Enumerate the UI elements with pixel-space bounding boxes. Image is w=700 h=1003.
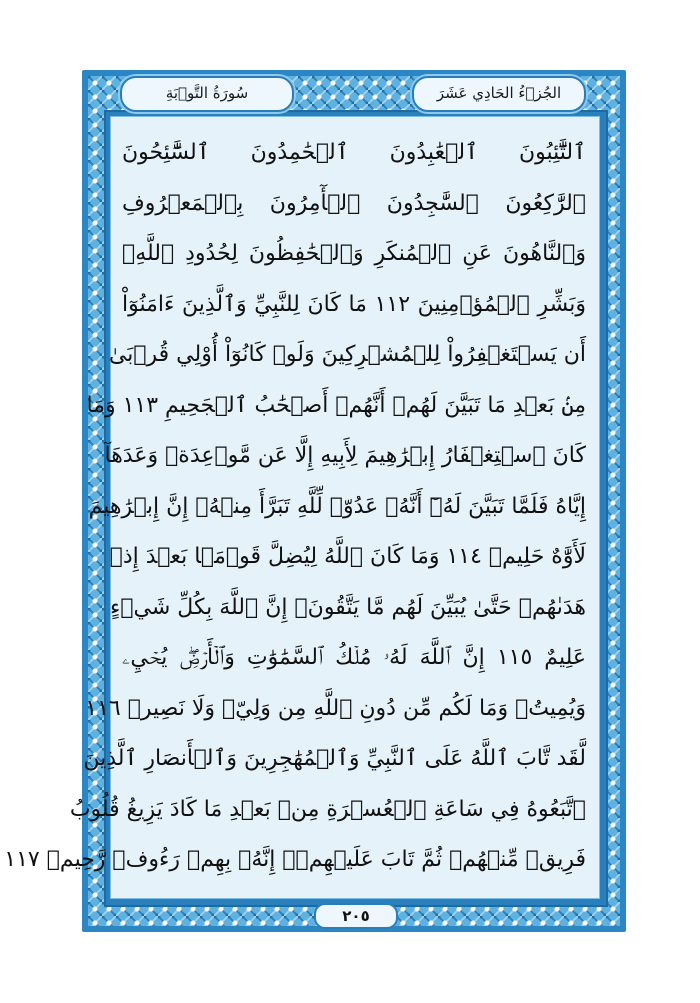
text-line: ٱتَّبَعُوهُ فِي سَاعَةِ ٱلۡعُسۡرَةِ مِنۢ بَعۡدِ مَا كَادَ يَزِيغُ قُلُوبُ	[69, 796, 586, 822]
text-line: ٱلرَّٰكِعُونَ ٱلسَّٰجِدُونَ ٱلۡأٓمِرُونَ بِٱلۡمَعۡرُوفِ	[122, 190, 586, 216]
text-line: إِيَّاهُ فَلَمَّا تَبَيَّنَ لَهُۥٓ أَنَّهُۥ عَدُوّٞ لِّلَّهِ تَبَرَّأَ مِنۡهُۚ إِنَّ إِبۡرَٰهِيمَ	[88, 493, 586, 519]
text-line: كَانَ ٱسۡتِغۡفَارُ إِبۡرَٰهِيمَ لِأَبِيهِ إِلَّا عَن مَّوۡعِدَةٖ وَعَدَهَآ	[104, 443, 586, 468]
text-line: لَّقَد تَّابَ ٱللَّهُ عَلَى ٱلنَّبِيِّ وَٱلۡمُهَٰجِرِينَ وَٱلۡأَنصَارِ ٱلَّذِينَ	[83, 746, 586, 771]
surah-name-label: سُورَةُ التَّوۡبَةِ	[165, 84, 249, 102]
page-number: ٢٠٥	[342, 907, 370, 925]
text-line: لَأَوَّٰهٌ حَلِيمٞ ١١٤ وَمَا كَانَ ٱللَّهُ لِيُضِلَّ قَوۡمَۢا بَعۡدَ إِذۡ	[109, 544, 586, 569]
text-line: وَبَشِّرِ ٱلۡمُؤۡمِنِينَ ١١٢ مَا كَانَ لِلنَّبِيِّ وَٱلَّذِينَ ءَامَنُوٓاْ	[122, 291, 586, 317]
text-line: وَٱلنَّاهُونَ عَنِ ٱلۡمُنكَرِ وَٱلۡحَٰفِظُونَ لِحُدُودِ ٱللَّهِۗ	[122, 241, 586, 266]
surah-name-header	[120, 76, 294, 112]
juz-name-label: الجُزۡءُ الحَادِي عَشَرَ	[436, 84, 562, 102]
text-line: مِنۢ بَعۡدِ مَا تَبَيَّنَ لَهُمۡ أَنَّهُمۡ أَصۡحَٰبُ ٱلۡجَحِيمِ ١١٣ وَمَا	[86, 392, 586, 418]
text-line: هَدَىٰهُمۡ حَتَّىٰ يُبَيِّنَ لَهُم مَّا يَتَّقُونَۚ إِنَّ ٱللَّهَ بِكُلِّ شَيۡءٍ	[109, 594, 586, 620]
text-line: عَلِيمٌ ١١٥ إِنَّ ٱللَّهَ لَهُۥ مُلۡكُ ٱلسَّمَٰوَٰتِ وَٱلۡأَرۡضِۖ يُحۡيِۦ	[122, 645, 586, 670]
text-line: ٱلتَّٰٓئِبُونَ ٱلۡعَٰبِدُونَ ٱلۡحَٰمِدُونَ ٱلسَّٰٓئِحُونَ	[122, 140, 586, 165]
juz-name-header	[412, 76, 586, 112]
page-number-badge	[314, 903, 398, 929]
text-line: وَيُمِيتُۚ وَمَا لَكُم مِّن دُونِ ٱللَّهِ مِن وَلِيّٖ وَلَا نَصِيرٖ ١١٦	[85, 695, 586, 721]
text-line: فَرِيقٖ مِّنۡهُمۡ ثُمَّ تَابَ عَلَيۡهِمۡۚ إِنَّهُۥ بِهِمۡ رَءُوفٞ رَّحِيمٞ ١١٧	[4, 847, 586, 872]
text-line: أَن يَسۡتَغۡفِرُواْ لِلۡمُشۡرِكِينَ وَلَوۡ كَانُوٓاْ أُوْلِي قُرۡبَىٰ	[108, 342, 586, 367]
quran-text-body	[4, 128, 586, 886]
